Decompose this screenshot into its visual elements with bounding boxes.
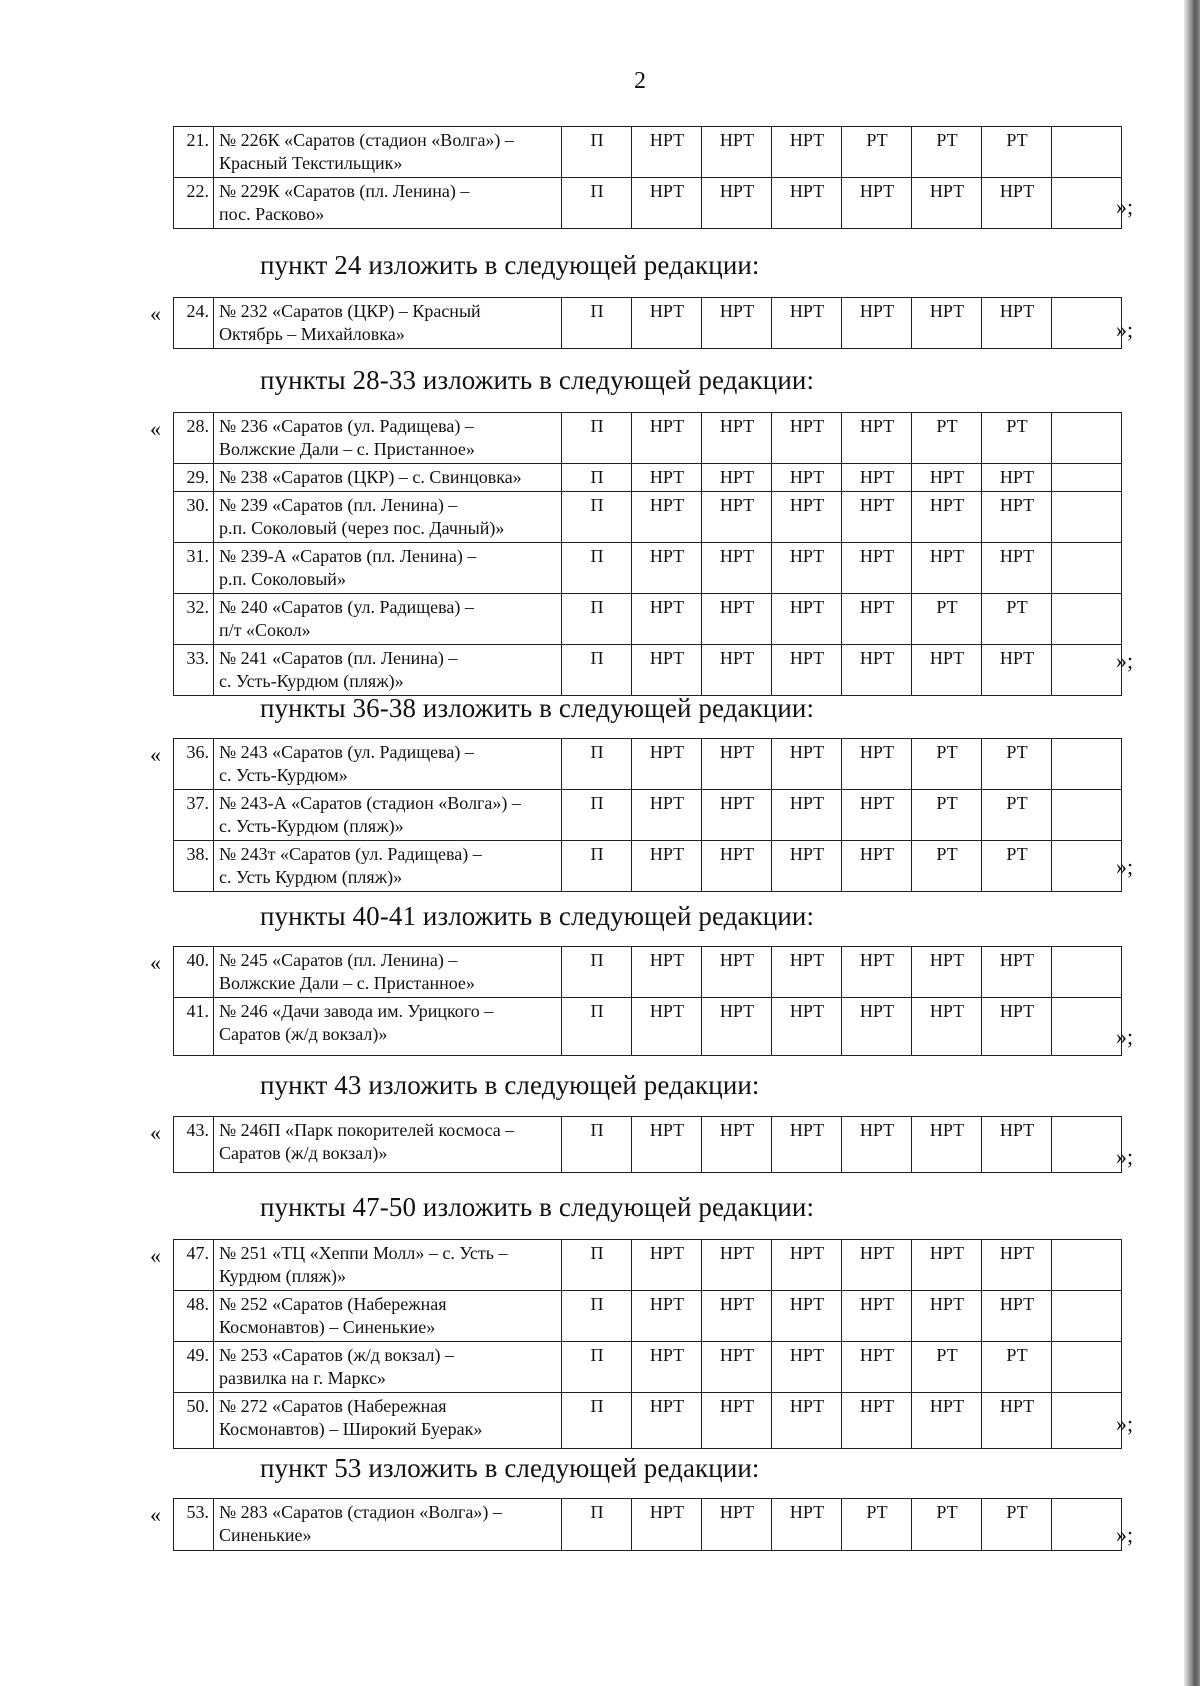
route-name-cell: [214, 1240, 562, 1291]
route-name-line2: Космонавтов) – Синенькие»: [219, 1317, 436, 1337]
regime-code-cell: РТ: [982, 1342, 1052, 1393]
regime-code-cell: НРТ: [702, 1393, 772, 1449]
regime-code-cell: П: [562, 464, 632, 492]
regime-code-cell: НРТ: [912, 645, 982, 696]
regime-code-cell: П: [562, 298, 632, 349]
route-name-cell: [214, 790, 562, 841]
regime-code-cell: НРТ: [982, 298, 1052, 349]
regime-code-cell: НРТ: [772, 1240, 842, 1291]
regime-code-cell: П: [562, 1291, 632, 1342]
regime-code-cell: РТ: [912, 790, 982, 841]
route-name-cell: [214, 645, 562, 696]
route-name-line1: № 236 «Саратов (ул. Радищева) –: [219, 416, 474, 436]
table-row: [174, 790, 1122, 841]
regime-code-cell: П: [562, 594, 632, 645]
regime-code-cell: НРТ: [772, 127, 842, 178]
regime-code-cell: НРТ: [632, 790, 702, 841]
regime-code-cell: НРТ: [842, 739, 912, 790]
regime-code-cell: НРТ: [842, 543, 912, 594]
regime-code-cell: РТ: [982, 841, 1052, 892]
regime-code-cell: НРТ: [912, 1240, 982, 1291]
route-name-line2: п/т «Сокол»: [219, 620, 311, 640]
empty-cell: [1052, 947, 1122, 998]
regime-code-cell: НРТ: [702, 947, 772, 998]
regime-code-cell: НРТ: [772, 739, 842, 790]
route-name-cell: [214, 1499, 562, 1551]
regime-code-cell: НРТ: [702, 1342, 772, 1393]
section-heading: пункты 36-38 изложить в следующей редакции:: [260, 693, 815, 723]
regime-code-cell: НРТ: [912, 464, 982, 492]
regime-code-cell: НРТ: [632, 594, 702, 645]
route-name-line1: № 232 «Саратов (ЦКР) – Красный: [219, 301, 481, 321]
regime-code-cell: НРТ: [632, 998, 702, 1056]
regime-code-cell: НРТ: [702, 841, 772, 892]
route-name-line2: пос. Расково»: [219, 204, 325, 224]
regime-code-cell: НРТ: [702, 1117, 772, 1173]
regime-code-cell: НРТ: [842, 1342, 912, 1393]
row-number: 49.: [174, 1342, 214, 1393]
regime-code-cell: НРТ: [982, 1240, 1052, 1291]
regime-code-cell: НРТ: [772, 543, 842, 594]
regime-code-cell: НРТ: [632, 841, 702, 892]
row-number: 43.: [174, 1117, 214, 1173]
table-row: [174, 543, 1122, 594]
regime-code-cell: НРТ: [772, 594, 842, 645]
regime-code-cell: НРТ: [632, 543, 702, 594]
table-row: [174, 464, 1122, 492]
open-quote-mark: «: [150, 301, 161, 326]
empty-cell: [1052, 841, 1122, 892]
empty-cell: [1052, 413, 1122, 464]
empty-cell: [1052, 1291, 1122, 1342]
regime-code-cell: НРТ: [632, 947, 702, 998]
regime-code-cell: НРТ: [772, 413, 842, 464]
regime-code-cell: НРТ: [842, 464, 912, 492]
regime-code-cell: НРТ: [632, 178, 702, 229]
regime-code-cell: НРТ: [842, 1240, 912, 1291]
regime-code-cell: НРТ: [842, 594, 912, 645]
row-number: 21.: [174, 127, 214, 178]
empty-cell: [1052, 1240, 1122, 1291]
route-table: [173, 1498, 1122, 1551]
regime-code-cell: НРТ: [842, 178, 912, 229]
regime-code-cell: НРТ: [982, 178, 1052, 229]
regime-code-cell: НРТ: [842, 298, 912, 349]
regime-code-cell: НРТ: [702, 127, 772, 178]
regime-code-cell: НРТ: [842, 790, 912, 841]
regime-code-cell: НРТ: [772, 1393, 842, 1449]
regime-code-cell: РТ: [912, 841, 982, 892]
empty-cell: [1052, 1499, 1122, 1551]
empty-cell: [1052, 739, 1122, 790]
route-name-line2: Красный Текстильщик»: [219, 153, 403, 173]
route-name-cell: [214, 947, 562, 998]
open-quote-mark: «: [150, 1502, 161, 1527]
regime-code-cell: НРТ: [702, 178, 772, 229]
regime-code-cell: НРТ: [842, 645, 912, 696]
route-name-cell: [214, 1342, 562, 1393]
route-name-cell: [214, 178, 562, 229]
regime-code-cell: НРТ: [982, 464, 1052, 492]
regime-code-cell: П: [562, 998, 632, 1056]
regime-code-cell: П: [562, 790, 632, 841]
route-name-line2: р.п. Соколовый (через пос. Дачный)»: [219, 518, 505, 538]
route-table: [173, 297, 1122, 349]
regime-code-cell: НРТ: [772, 841, 842, 892]
row-number: 50.: [174, 1393, 214, 1449]
route-name-line2: с. Усть-Курдюм»: [219, 765, 348, 785]
regime-code-cell: РТ: [982, 127, 1052, 178]
regime-code-cell: РТ: [982, 790, 1052, 841]
table-row: [174, 645, 1122, 696]
regime-code-cell: НРТ: [772, 298, 842, 349]
regime-code-cell: НРТ: [702, 543, 772, 594]
regime-code-cell: НРТ: [982, 645, 1052, 696]
regime-code-cell: П: [562, 178, 632, 229]
regime-code-cell: НРТ: [632, 1499, 702, 1551]
regime-code-cell: П: [562, 492, 632, 543]
route-name-cell: [214, 1393, 562, 1449]
regime-code-cell: П: [562, 739, 632, 790]
route-name-line1: № 243-А «Саратов (стадион «Волга») –: [219, 793, 521, 813]
row-number: 28.: [174, 413, 214, 464]
regime-code-cell: НРТ: [912, 298, 982, 349]
close-quote-mark: »;: [1116, 1522, 1134, 1547]
regime-code-cell: НРТ: [702, 464, 772, 492]
regime-code-cell: НРТ: [702, 1240, 772, 1291]
regime-code-cell: П: [562, 413, 632, 464]
regime-code-cell: НРТ: [842, 1291, 912, 1342]
section-heading: пункт 24 изложить в следующей редакции:: [260, 250, 760, 280]
row-number: 29.: [174, 464, 214, 492]
empty-cell: [1052, 1342, 1122, 1393]
empty-cell: [1052, 543, 1122, 594]
regime-code-cell: НРТ: [702, 594, 772, 645]
row-number: 41.: [174, 998, 214, 1056]
open-quote-mark: «: [150, 416, 161, 441]
route-name-line1: № 272 «Саратов (Набережная: [219, 1396, 447, 1416]
regime-code-cell: НРТ: [982, 543, 1052, 594]
row-number: 48.: [174, 1291, 214, 1342]
regime-code-cell: НРТ: [632, 127, 702, 178]
regime-code-cell: НРТ: [632, 1117, 702, 1173]
close-quote-mark: »;: [1116, 317, 1134, 342]
regime-code-cell: РТ: [842, 1499, 912, 1551]
route-name-line2: Волжские Дали – с. Пристанное»: [219, 973, 475, 993]
table-row: [174, 413, 1122, 464]
section-heading: пункты 28-33 изложить в следующей редакции:: [260, 365, 815, 395]
route-name-cell: [214, 841, 562, 892]
regime-code-cell: НРТ: [842, 998, 912, 1056]
route-name-line1: № 252 «Саратов (Набережная: [219, 1294, 447, 1314]
route-name-line1: № 243 «Саратов (ул. Радищева) –: [219, 742, 474, 762]
route-name-line1: № 240 «Саратов (ул. Радищева) –: [219, 597, 474, 617]
route-name-line1: № 246 «Дачи завода им. Урицкого –: [219, 1001, 494, 1021]
close-quote-mark: »;: [1116, 1024, 1134, 1049]
row-number: 32.: [174, 594, 214, 645]
route-name-cell: [214, 594, 562, 645]
route-name-line1: № 243т «Саратов (ул. Радищева) –: [219, 844, 482, 864]
regime-code-cell: НРТ: [912, 947, 982, 998]
table-row: [174, 178, 1122, 229]
regime-code-cell: НРТ: [772, 464, 842, 492]
table-row: [174, 492, 1122, 543]
regime-code-cell: НРТ: [842, 1393, 912, 1449]
route-table: [173, 946, 1122, 1056]
row-number: 53.: [174, 1499, 214, 1551]
regime-code-cell: НРТ: [842, 841, 912, 892]
regime-code-cell: РТ: [842, 127, 912, 178]
route-name-cell: [214, 127, 562, 178]
empty-cell: [1052, 790, 1122, 841]
route-name-line2: Октябрь – Михайловка»: [219, 324, 405, 344]
table-row: [174, 1240, 1122, 1291]
route-name-line2: развилка на г. Маркс»: [219, 1368, 386, 1388]
route-name-line1: № 229К «Саратов (пл. Ленина) –: [219, 181, 470, 201]
row-number: 37.: [174, 790, 214, 841]
route-name-cell: [214, 739, 562, 790]
route-name-cell: [214, 1117, 562, 1173]
route-name-cell: [214, 998, 562, 1056]
table-row: [174, 1499, 1122, 1551]
regime-code-cell: П: [562, 1342, 632, 1393]
regime-code-cell: НРТ: [632, 645, 702, 696]
regime-code-cell: П: [562, 127, 632, 178]
route-name-line1: № 239-А «Саратов (пл. Ленина) –: [219, 546, 477, 566]
regime-code-cell: РТ: [982, 594, 1052, 645]
table-row: [174, 298, 1122, 349]
regime-code-cell: РТ: [912, 413, 982, 464]
regime-code-cell: НРТ: [632, 464, 702, 492]
empty-cell: [1052, 127, 1122, 178]
regime-code-cell: НРТ: [772, 1117, 842, 1173]
route-name-line2: с. Усть-Курдюм (пляж)»: [219, 816, 404, 836]
regime-code-cell: НРТ: [842, 413, 912, 464]
route-name-line2: Курдюм (пляж)»: [219, 1266, 346, 1286]
regime-code-cell: П: [562, 1393, 632, 1449]
regime-code-cell: НРТ: [632, 492, 702, 543]
regime-code-cell: РТ: [912, 1342, 982, 1393]
table-row: [174, 594, 1122, 645]
regime-code-cell: НРТ: [632, 1240, 702, 1291]
regime-code-cell: НРТ: [702, 298, 772, 349]
regime-code-cell: П: [562, 1117, 632, 1173]
table-row: [174, 1291, 1122, 1342]
regime-code-cell: НРТ: [702, 739, 772, 790]
regime-code-cell: НРТ: [632, 739, 702, 790]
regime-code-cell: НРТ: [772, 790, 842, 841]
regime-code-cell: П: [562, 1499, 632, 1551]
regime-code-cell: НРТ: [772, 1291, 842, 1342]
regime-code-cell: РТ: [912, 1499, 982, 1551]
regime-code-cell: НРТ: [982, 1117, 1052, 1173]
close-quote-mark: »;: [1116, 648, 1134, 673]
route-table: [173, 412, 1122, 696]
open-quote-mark: «: [150, 1243, 161, 1268]
regime-code-cell: НРТ: [772, 947, 842, 998]
regime-code-cell: НРТ: [702, 1291, 772, 1342]
regime-code-cell: П: [562, 1240, 632, 1291]
empty-cell: [1052, 492, 1122, 543]
regime-code-cell: НРТ: [702, 998, 772, 1056]
route-name-line2: Космонавтов) – Широкий Буерак»: [219, 1419, 483, 1439]
regime-code-cell: НРТ: [632, 413, 702, 464]
row-number: 30.: [174, 492, 214, 543]
route-name-cell: [214, 543, 562, 594]
regime-code-cell: НРТ: [702, 1499, 772, 1551]
regime-code-cell: НРТ: [982, 998, 1052, 1056]
row-number: 36.: [174, 739, 214, 790]
regime-code-cell: НРТ: [912, 543, 982, 594]
route-name-line2: Саратов (ж/д вокзал)»: [219, 1024, 388, 1044]
empty-cell: [1052, 645, 1122, 696]
regime-code-cell: НРТ: [632, 298, 702, 349]
route-name-line2: с. Усть-Курдюм (пляж)»: [219, 671, 404, 691]
route-name-line1: № 246П «Парк покорителей космоса –: [219, 1120, 515, 1140]
regime-code-cell: НРТ: [772, 1499, 842, 1551]
section-heading: пункты 40-41 изложить в следующей редакции:: [260, 901, 815, 931]
regime-code-cell: П: [562, 947, 632, 998]
route-name-line1: № 241 «Саратов (пл. Ленина) –: [219, 648, 458, 668]
regime-code-cell: НРТ: [912, 1291, 982, 1342]
route-name-line1: № 226К «Саратов (стадион «Волга») –: [219, 130, 514, 150]
table-row: [174, 841, 1122, 892]
regime-code-cell: П: [562, 841, 632, 892]
route-name-cell: [214, 464, 562, 492]
regime-code-cell: НРТ: [702, 645, 772, 696]
row-number: 40.: [174, 947, 214, 998]
route-name-line1: № 251 «ТЦ «Хеппи Молл» – с. Усть –: [219, 1243, 508, 1263]
row-number: 33.: [174, 645, 214, 696]
table-row: [174, 998, 1122, 1056]
regime-code-cell: НРТ: [982, 1393, 1052, 1449]
close-quote-mark: »;: [1116, 194, 1134, 219]
scan-edge-shadow: [1184, 0, 1200, 1686]
regime-code-cell: НРТ: [982, 492, 1052, 543]
empty-cell: [1052, 1393, 1122, 1449]
route-name-cell: [214, 492, 562, 543]
regime-code-cell: НРТ: [702, 492, 772, 543]
regime-code-cell: РТ: [982, 413, 1052, 464]
row-number: 47.: [174, 1240, 214, 1291]
regime-code-cell: РТ: [912, 594, 982, 645]
regime-code-cell: НРТ: [842, 492, 912, 543]
regime-code-cell: НРТ: [842, 1117, 912, 1173]
regime-code-cell: НРТ: [632, 1393, 702, 1449]
row-number: 38.: [174, 841, 214, 892]
row-number: 31.: [174, 543, 214, 594]
page-number: 2: [634, 68, 646, 94]
route-name-line2: р.п. Соколовый»: [219, 569, 346, 589]
route-table: [173, 1116, 1122, 1173]
regime-code-cell: НРТ: [772, 645, 842, 696]
empty-cell: [1052, 594, 1122, 645]
open-quote-mark: «: [150, 1120, 161, 1145]
close-quote-mark: »;: [1116, 1411, 1134, 1436]
table-row: [174, 1393, 1122, 1449]
table-row: [174, 739, 1122, 790]
open-quote-mark: «: [150, 950, 161, 975]
regime-code-cell: НРТ: [772, 178, 842, 229]
route-table: [173, 126, 1122, 229]
empty-cell: [1052, 998, 1122, 1056]
regime-code-cell: НРТ: [912, 492, 982, 543]
section-heading: пункт 43 изложить в следующей редакции:: [260, 1070, 760, 1100]
regime-code-cell: НРТ: [982, 1291, 1052, 1342]
regime-code-cell: НРТ: [912, 1117, 982, 1173]
route-name-line1: № 283 «Саратов (стадион «Волга») –: [219, 1502, 502, 1522]
regime-code-cell: РТ: [982, 1499, 1052, 1551]
route-name-line2: Саратов (ж/д вокзал)»: [219, 1143, 388, 1163]
regime-code-cell: П: [562, 645, 632, 696]
route-table: [173, 738, 1122, 892]
regime-code-cell: НРТ: [842, 947, 912, 998]
section-heading: пункты 47-50 изложить в следующей редакции:: [260, 1192, 815, 1222]
route-name-line2: с. Усть Курдюм (пляж)»: [219, 867, 403, 887]
route-table: [173, 1239, 1122, 1449]
regime-code-cell: НРТ: [982, 947, 1052, 998]
section-heading: пункт 53 изложить в следующей редакции:: [260, 1453, 760, 1483]
empty-cell: [1052, 464, 1122, 492]
route-name-cell: [214, 298, 562, 349]
open-quote-mark: «: [150, 742, 161, 767]
regime-code-cell: НРТ: [912, 178, 982, 229]
route-name-line1: № 239 «Саратов (пл. Ленина) –: [219, 495, 458, 515]
route-name-cell: [214, 1291, 562, 1342]
regime-code-cell: НРТ: [912, 1393, 982, 1449]
regime-code-cell: НРТ: [702, 413, 772, 464]
regime-code-cell: РТ: [912, 127, 982, 178]
regime-code-cell: НРТ: [772, 1342, 842, 1393]
route-name-line1: № 245 «Саратов (пл. Ленина) –: [219, 950, 458, 970]
regime-code-cell: НРТ: [632, 1342, 702, 1393]
regime-code-cell: НРТ: [772, 998, 842, 1056]
regime-code-cell: П: [562, 543, 632, 594]
table-row: [174, 1117, 1122, 1173]
row-number: 24.: [174, 298, 214, 349]
regime-code-cell: РТ: [982, 739, 1052, 790]
empty-cell: [1052, 178, 1122, 229]
close-quote-mark: »;: [1116, 854, 1134, 879]
route-name-line1: № 238 «Саратов (ЦКР) – с. Свинцовка»: [219, 467, 522, 487]
empty-cell: [1052, 298, 1122, 349]
table-row: [174, 1342, 1122, 1393]
route-name-line2: Волжские Дали – с. Пристанное»: [219, 439, 475, 459]
route-name-line2: Синенькие»: [219, 1525, 312, 1545]
route-name-cell: [214, 413, 562, 464]
table-row: [174, 947, 1122, 998]
empty-cell: [1052, 1117, 1122, 1173]
regime-code-cell: НРТ: [772, 492, 842, 543]
regime-code-cell: РТ: [912, 739, 982, 790]
regime-code-cell: НРТ: [632, 1291, 702, 1342]
regime-code-cell: НРТ: [702, 790, 772, 841]
route-name-line1: № 253 «Саратов (ж/д вокзал) –: [219, 1345, 455, 1365]
table-row: [174, 127, 1122, 178]
regime-code-cell: НРТ: [912, 998, 982, 1056]
close-quote-mark: »;: [1116, 1144, 1134, 1169]
row-number: 22.: [174, 178, 214, 229]
